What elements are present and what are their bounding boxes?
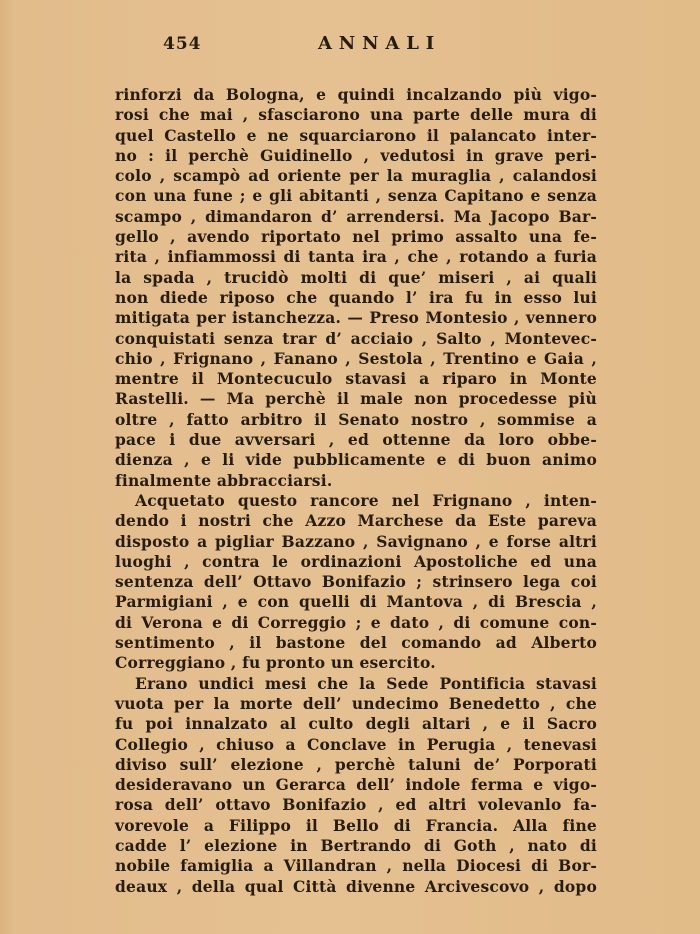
text-line: conquistati senza trar d’ acciaio , Salto , Montevec- <box>115 328 597 348</box>
text-line: dendo i nostri che Azzo Marchese da Este pareva <box>115 511 597 531</box>
text-line: pace i due avversari , ed ottenne da loro obbe- <box>115 430 597 450</box>
text-line: quel Castello e ne squarciarono il palancato inter- <box>115 125 597 145</box>
page-number: 454 <box>163 34 202 54</box>
text-line: con una fune ; e gli abitanti , senza Capitano e senza <box>115 186 597 206</box>
text-line: Erano undici mesi che la Sede Pontificia stavasi <box>135 673 597 693</box>
text-line: Acquetato questo rancore nel Frignano , inten- <box>135 490 597 510</box>
text-line: di Verona e di Correggio ; e dato , di comune con- <box>115 612 597 632</box>
text-line: fu poi innalzato al culto degli altari , e il Sacro <box>115 714 597 734</box>
text-line: mitigata per istanchezza. — Preso Montesio , vennero <box>115 308 597 328</box>
text-line: chio , Frignano , Fanano , Sestola , Trentino e Gaia , <box>115 348 597 368</box>
text-line: non diede riposo che quando l’ ira fu in esso lui <box>115 287 597 307</box>
text-line: vuota per la morte dell’ undecimo Benedetto , che <box>115 693 597 713</box>
text-line: nobile famiglia a Villandran , nella Diocesi di Bor- <box>115 856 597 876</box>
text-line: cadde l’ elezione in Bertrando di Goth , nato di <box>115 835 597 855</box>
text-line: rosi che mai , sfasciarono una parte delle mura di <box>115 105 597 125</box>
text-line: oltre , fatto arbitro il Senato nostro , sommise a <box>115 409 597 429</box>
text-line: desideravano un Gerarca dell’ indole ferma e vigo- <box>115 775 597 795</box>
text-line: scampo , dimandaron d’ arrendersi. Ma Jacopo Bar- <box>115 206 597 226</box>
text-line: finalmente abbracciarsi. <box>115 470 333 490</box>
text-line: deaux , della qual Città divenne Arcivescovo , dopo <box>115 876 597 896</box>
text-line: Collegio , chiuso a Conclave in Perugia , tenevasi <box>115 734 597 754</box>
text-line: no : il perchè Guidinello , vedutosi in grave peri- <box>115 145 597 165</box>
text-line: sentenza dell’ Ottavo Bonifazio ; strinsero lega coi <box>115 572 597 592</box>
text-line: colo , scampò ad oriente per la muraglia , calandosi <box>115 166 597 186</box>
text-line: rita , infiammossi di tanta ira , che , rotando a furia <box>115 247 597 267</box>
body-text <box>115 85 597 897</box>
text-line: la spada , trucidò molti di que’ miseri , ai quali <box>115 267 597 287</box>
text-line: rosa dell’ ottavo Bonifazio , ed altri volevanlo fa- <box>115 795 597 815</box>
text-line: diviso sull’ elezione , perchè taluni de’ Porporati <box>115 754 597 774</box>
text-line: Rastelli. — Ma perchè il male non procedesse più <box>115 389 597 409</box>
text-line: mentre il Montecuculo stavasi a riparo in Monte <box>115 369 597 389</box>
text-line: luoghi , contra le ordinazioni Apostoliche ed una <box>115 551 597 571</box>
page-title: ANNALI <box>318 33 441 54</box>
text-line: Parmigiani , e con quelli di Mantova , di Brescia , <box>115 592 597 612</box>
text-line: gello , avendo riportato nel primo assalto una fe- <box>115 227 597 247</box>
text-line: rinforzi da Bologna, e quindi incalzando più vigo- <box>115 85 597 104</box>
text-line: Correggiano , fu pronto un esercito. <box>115 653 436 673</box>
text-line: vorevole a Filippo il Bello di Francia. Alla fine <box>115 815 597 835</box>
text-line: dienza , e li vide pubblicamente e di buon animo <box>115 450 597 470</box>
text-line: sentimento , il bastone del comando ad Alberto <box>115 633 597 653</box>
text-line: disposto a pigliar Bazzano , Savignano , e forse altri <box>115 531 597 551</box>
